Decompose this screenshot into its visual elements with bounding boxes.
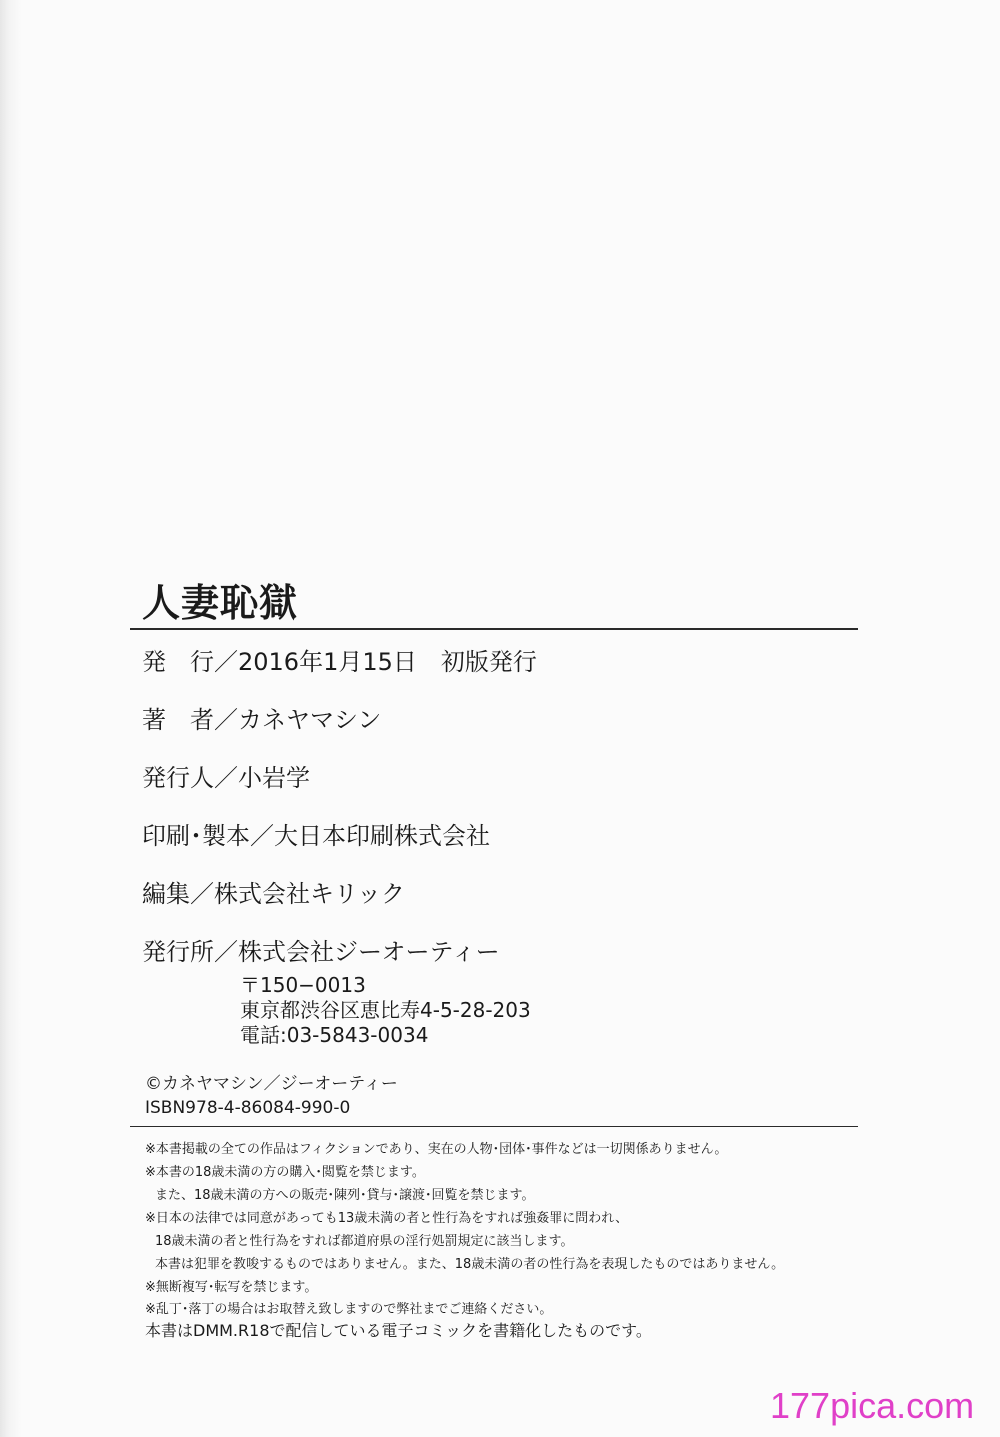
publisher-label: 発行所／ <box>142 938 238 966</box>
copyright: ©カネヤマシン／ジーオーティー <box>145 1074 398 1094</box>
editing-label: 編集／ <box>142 880 214 908</box>
printing-value: 大日本印刷株式会社 <box>274 822 490 850</box>
notice-line: また、18歳未満の方への販売･陳列･貸与･譲渡･回覧を禁じます。 <box>155 1188 535 1203</box>
postal-code: 〒150−0013 <box>240 973 366 997</box>
author-label: 著 者／ <box>142 706 238 734</box>
notice-line: ※日本の法律では同意があっても13歳未満の者と性行為をすれば強姦罪に問われ、 <box>145 1211 629 1226</box>
address: 東京都渋谷区恵比寿4-5-28-203 <box>240 998 531 1022</box>
notice-line: 本書は犯罪を教唆するものではありません。また、18歳未満の者の性行為を表現したものではありません。 <box>155 1257 785 1272</box>
notice-line: ※乱丁･落丁の場合はお取替え致しますので弊社までご連絡ください。 <box>145 1302 553 1317</box>
notice-line: 18歳未満の者と性行為をすれば都道府県の淫行処罰規定に該当します。 <box>155 1234 574 1249</box>
issue-label: 発 行／ <box>142 648 238 676</box>
issue-row <box>142 646 537 678</box>
publisher-person-row <box>142 762 310 794</box>
final-note: 本書はDMM.R18で配信している電子コミックを書籍化したものです。 <box>145 1321 652 1340</box>
site-watermark: 177pica.com <box>770 1385 975 1426</box>
notice-line: ※本書の18歳未満の方の購入･閲覧を禁じます。 <box>145 1165 425 1180</box>
book-title: 人妻恥獄 <box>142 581 299 625</box>
publisher-value: 株式会社ジーオーティー <box>238 938 500 966</box>
isbn: ISBN978-4-86084-990-0 <box>145 1098 351 1118</box>
issue-value: 2016年1月15日 初版発行 <box>238 648 537 676</box>
author-row <box>142 704 381 736</box>
printing-label: 印刷･製本／ <box>142 822 274 850</box>
notice-divider <box>130 1126 858 1127</box>
publisher-row <box>142 936 500 968</box>
notice-line: ※本書掲載の全ての作品はフィクションであり、実在の人物･団体･事件などは一切関係ありません。 <box>145 1142 728 1157</box>
printing-row <box>142 820 490 852</box>
editing-row <box>142 878 405 910</box>
phone-number: 電話:03-5843-0034 <box>240 1023 429 1047</box>
publisher-person-label: 発行人／ <box>142 764 238 792</box>
page-edge-shadow <box>0 0 22 1437</box>
title-divider <box>130 628 858 630</box>
editing-value: 株式会社キリック <box>214 880 406 908</box>
notice-line: ※無断複写･転写を禁じます。 <box>145 1280 318 1295</box>
publisher-person-value: 小岩学 <box>238 764 310 792</box>
author-value: カネヤマシン <box>238 706 382 734</box>
